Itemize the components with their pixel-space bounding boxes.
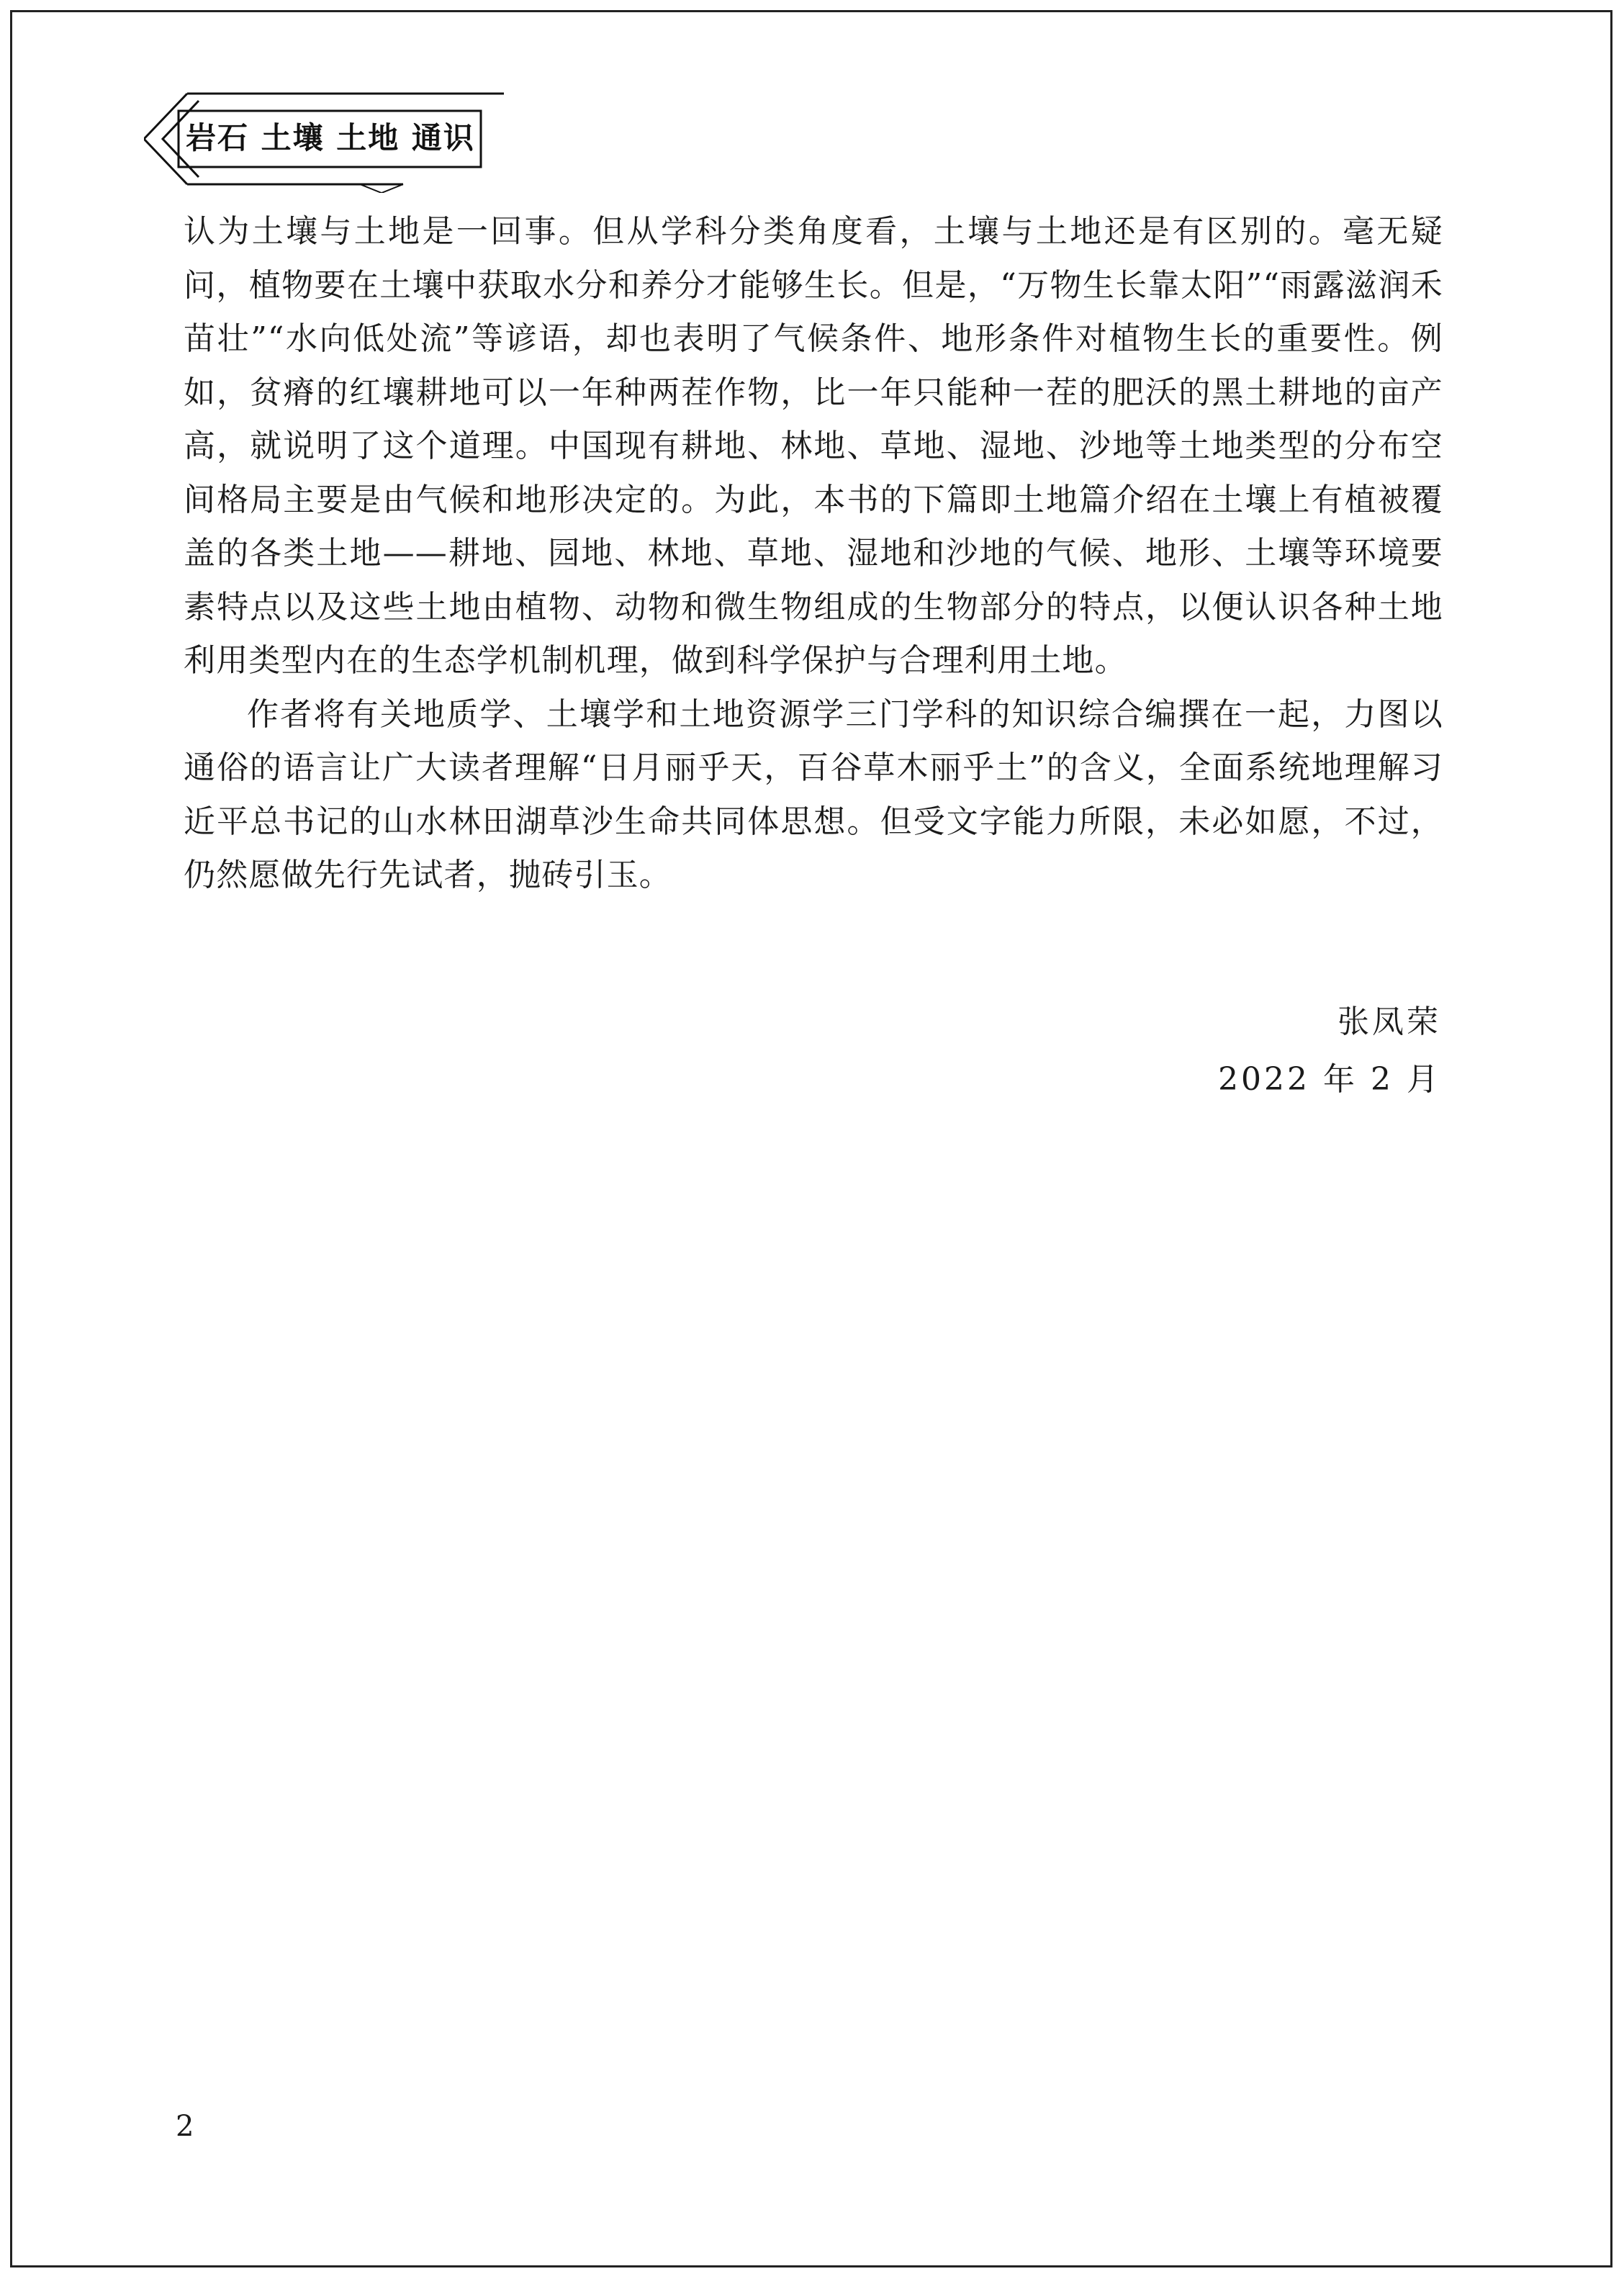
running-header [144,85,504,193]
signature-block [1218,993,1441,1109]
page-number: 2 [176,2110,194,2143]
signature-date: 2022 年 2 月 [1218,1061,1441,1098]
paragraph-continued: 认为土壤与土地是一回事。但从学科分类角度看，土壤与土地还是有区别的。毫无疑问，植物要在土壤中获取水分和养分才能够生长。但是，“万物生长靠太阳”“雨露滋润禾苗壮”“水向低处流”等谚语，却也表明了气候条件、地形条件对植物生长的重要性。例如，贫瘠的红壤耕地可以一年种两茬作物，比一年只能种一茬的肥沃的黑土耕地的亩产高，就说明了这个道理。中国现有耕地、林地、草地、湿地、沙地等土地类型的分布空间格局主要是由气候和地形决定的。为此，本书的下篇即土地篇介绍在土壤上有植被覆盖的各类土地——耕地、园地、林地、草地、湿地和沙地的气候、地形、土壤等环境要素特点以及这些土地由植物、动物和微生物组成的生物部分的特点，以便认识各种土地利用类型内在的生态学机制机理，做到科学保护与合理利用土地。 [184,213,1443,679]
author-name: 张凤荣 [1337,1003,1441,1040]
running-header-title: 岩石 土壤 土地 通识 [186,120,475,155]
paragraph-closing: 作者将有关地质学、土壤学和土地资源学三门学科的知识综合编撰在一起，力图以通俗的语言让广大读者理解“日月丽乎天，百谷草木丽乎土”的含义，全面系统地理解习近平总书记的山水林田湖草沙生命共同体思想。但受文字能力所限，未必如愿，不过，仍然愿做先行先试者，抛砖引玉。 [184,695,1443,893]
body-text [184,205,1443,903]
